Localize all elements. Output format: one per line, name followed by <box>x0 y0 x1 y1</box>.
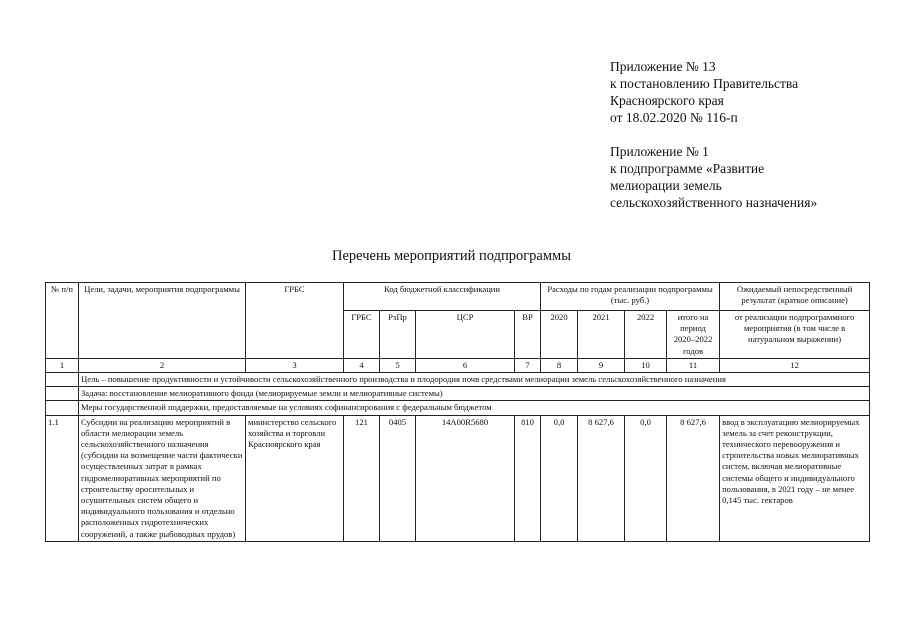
col-number: 2 <box>79 358 246 372</box>
appendix-line: к подпрограмме «Развитие <box>610 161 765 176</box>
col-number: 8 <box>541 358 578 372</box>
header-budget-code: Код бюджетной классификации <box>344 283 541 311</box>
row-num: 1.1 <box>46 415 79 541</box>
empty-cell <box>46 373 79 387</box>
col-number: 7 <box>515 358 541 372</box>
col-number: 3 <box>246 358 344 372</box>
col-number: 12 <box>720 358 870 372</box>
col-number: 9 <box>578 358 625 372</box>
header-2022: 2022 <box>625 311 667 359</box>
row-2022: 0,0 <box>625 415 667 541</box>
row-2020: 0,0 <box>541 415 578 541</box>
header-goals: Цели, задачи, мероприятия подпрограммы <box>79 283 246 359</box>
measures-table <box>45 282 870 542</box>
col-number: 10 <box>625 358 667 372</box>
col-number: 1 <box>46 358 79 372</box>
header-2021: 2021 <box>578 311 625 359</box>
header-vr: ВР <box>515 311 541 359</box>
header-grbs-code: ГРБС <box>344 311 380 359</box>
appendix-spacer <box>610 126 817 143</box>
row-name: Субсидии на реализацию мероприятий в области мелиорации земель сельскохозяйственного назначения (субсидии на возмещение части фактически осуществленных затрат в рамках гидромелиоративных мероприятий по строительству оросительных и осушительных систем общего и индивидуального пользования и отдельно расположенных гидротехнических сооружений, а также рыбоводных прудов) <box>79 415 246 541</box>
col-number: 6 <box>416 358 515 372</box>
row-vr: 810 <box>515 415 541 541</box>
header-2020: 2020 <box>541 311 578 359</box>
row-rzpr: 0405 <box>380 415 416 541</box>
col-number: 4 <box>344 358 380 372</box>
row-csr: 14А00R5680 <box>416 415 515 541</box>
appendix-line: Приложение № 1 <box>610 144 709 159</box>
row-2021: 8 627,6 <box>578 415 625 541</box>
row-grbs-code: 121 <box>344 415 380 541</box>
appendix-line: от 18.02.2020 № 116-п <box>610 110 738 125</box>
goal-row: Цель – повышение продуктивности и устойчивости сельскохозяйственного производства и плодородия почв средствами мелиорации земель сельскохозяйственного назначения <box>79 373 870 387</box>
table-row <box>46 415 870 541</box>
row-grbs: министерство сельского хозяйства и торговли Красноярского края <box>246 415 344 541</box>
col-number: 11 <box>667 358 720 372</box>
appendix-line: Приложение № 13 <box>610 59 716 74</box>
appendix-line: мелиорации земель <box>610 178 722 193</box>
header-total: итого на период 2020–2022 годов <box>667 311 720 359</box>
header-expenses: Расходы по годам реализации подпрограммы (тыс. руб.) <box>541 283 720 311</box>
header-num: № п/п <box>46 283 79 359</box>
appendix-line: Красноярского края <box>610 93 724 108</box>
header-result: Ожидаемый непосредственный результат (краткое описание) <box>720 283 870 311</box>
task-row: Задача: восстановление мелиоративного фонда (мелиорируемые земли и мелиоративные системы) <box>79 387 870 401</box>
appendix-line: сельскохозяйственного назначения» <box>610 195 818 210</box>
empty-cell <box>46 401 79 415</box>
header-result-sub: от реализации подпрограммного мероприятия (в том числе в натуральном выражении) <box>720 311 870 359</box>
row-total: 8 627,6 <box>667 415 720 541</box>
header-csr: ЦСР <box>416 311 515 359</box>
appendix-header <box>610 58 817 211</box>
empty-cell <box>46 387 79 401</box>
col-number: 5 <box>380 358 416 372</box>
appendix-line: к постановлению Правительства <box>610 76 799 91</box>
row-result: ввод в эксплуатацию мелиорируемых земель за счет реконструкции, технического перевооружения и строительства новых мелиоративных систем, включая мелиоративные системы общего и индивидуального пользования, в 2021 году – не менее 0,145 тыс. гектаров <box>720 415 870 541</box>
measures-row: Меры государственной поддержки, предоставляемые на условиях софинансирования с федеральным бюджетом <box>79 401 870 415</box>
header-grbs: ГРБС <box>246 283 344 359</box>
document-title: Перечень мероприятий подпрограммы <box>332 248 571 264</box>
header-rzpr: РзПр <box>380 311 416 359</box>
